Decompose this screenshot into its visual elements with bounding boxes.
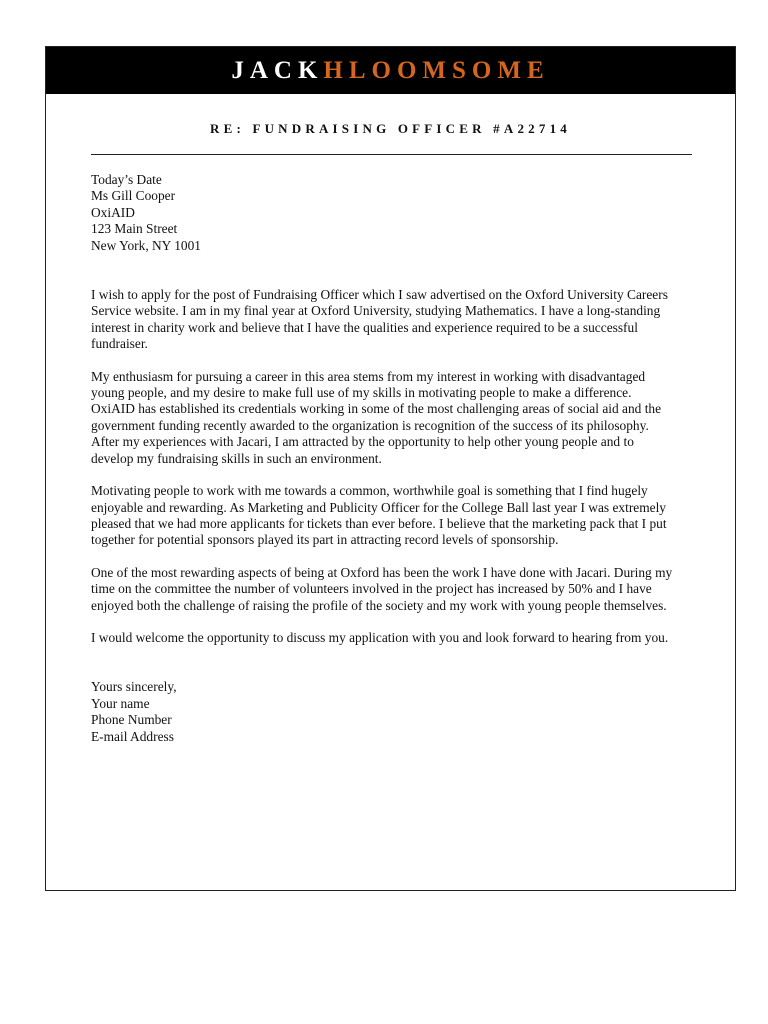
address-city: New York, NY 1001 [91, 237, 201, 253]
signer-name: Your name [91, 695, 150, 711]
divider [91, 154, 692, 155]
last-name: HLOOMSOME [323, 57, 550, 84]
paragraph-line: I wish to apply for the post of Fundraising Officer which I saw advertised on the Oxford University Careers [91, 287, 668, 303]
subject-line: RE: FUNDRAISING OFFICER #A22714 [210, 121, 571, 136]
paragraph-line: One of the most rewarding aspects of being at Oxford has been the work I have done with Jacari. During my [91, 564, 673, 580]
paragraph-2 [91, 369, 694, 467]
paragraph-line: Service website. I am in my final year at Oxford University, studying Mathematics. I have a long-standing [91, 303, 661, 319]
paragraph-line: time on the committee the number of volunteers involved in the project has increased by 50% and I have [91, 581, 652, 597]
address-recipient: Ms Gill Cooper [91, 188, 176, 204]
paragraph-line: interest in charity work and believe that I have the qualities and experience required to be a successful [91, 319, 638, 335]
paragraph-4 [91, 565, 694, 614]
signature-block [91, 679, 694, 745]
address-date: Today’s Date [91, 172, 162, 187]
paragraph-5 [91, 630, 694, 646]
address-organization: OxiAID [91, 204, 135, 220]
signer-email: E-mail Address [91, 728, 174, 744]
address-street: 123 Main Street [91, 221, 178, 237]
paragraph-line: After my experiences with Jacari, I am attracted by the opportunity to help other young people and to [91, 434, 634, 450]
paragraph-line: Motivating people to work with me towards a common, worthwhile goal is something that I find hugely [91, 483, 648, 499]
paragraph-1 [91, 287, 694, 353]
first-name: JACK [231, 57, 324, 84]
paragraph-line: enjoyed both the challenge of raising the profile of the society and my work with young people themselves. [91, 597, 667, 613]
paragraph-line: develop my fundraising skills in such an environment. [91, 450, 382, 466]
paragraph-line: enjoyable and rewarding. As Marketing and Publicity Officer for the College Ball last year I was extremely [91, 499, 666, 515]
paragraph-3 [91, 483, 694, 549]
paragraph-line: young people, and my desire to make full use of my skills in motivating people to make a difference. [91, 385, 632, 401]
paragraph-line: My enthusiasm for pursuing a career in this area stems from my interest in working with disadvantaged [91, 368, 646, 384]
paragraph-line: fundraiser. [91, 336, 148, 352]
letter-page [45, 46, 736, 891]
closing-salutation: Yours sincerely, [91, 679, 177, 695]
paragraph-line: government funding recently awarded to the organization is recognition of the success of its philosophy. [91, 417, 649, 433]
paragraph-line: pleased that we had more applicants for tickets than ever before. I believe that the marketing pack that I put [91, 515, 667, 531]
name-header [46, 47, 735, 94]
letter-body [91, 172, 694, 745]
paragraph-line: together for potential sponsors played its part in attracting record levels of sponsorship. [91, 532, 559, 548]
recipient-address [91, 172, 694, 254]
signer-phone: Phone Number [91, 712, 172, 728]
paragraph-line: I would welcome the opportunity to discuss my application with you and look forward to hearing from you. [91, 629, 669, 645]
paragraph-line: OxiAID has established its credentials working in some of the most challenging areas of social aid and the [91, 401, 662, 417]
